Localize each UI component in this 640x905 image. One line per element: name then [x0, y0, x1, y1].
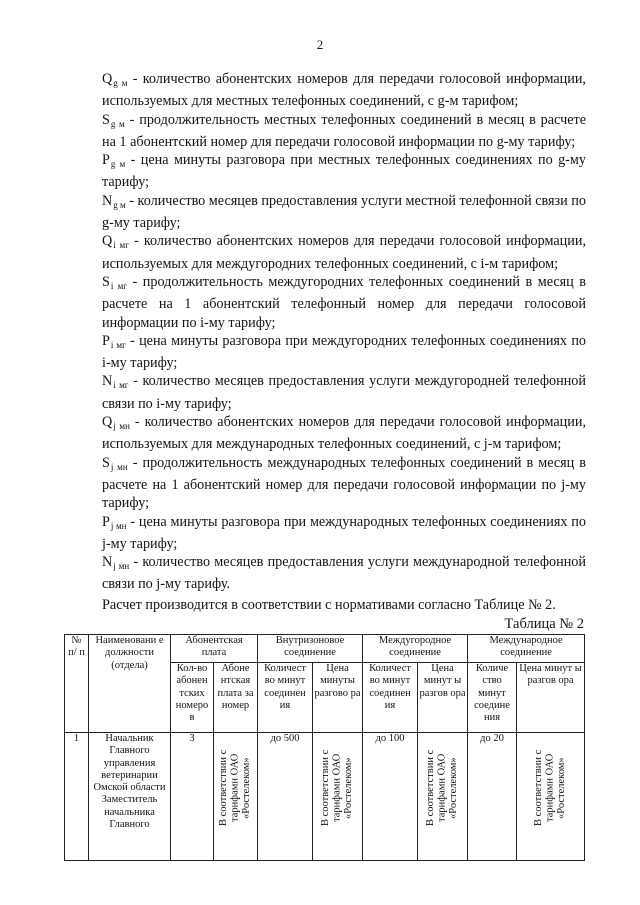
definition-symbol: S: [102, 273, 110, 290]
definition-text: - продолжительность местных телефонных соединений в месяц в расчете на 1 абонентский номер для передачи голосовой информации по g-му тарифу;: [102, 111, 586, 150]
definition-text: - количество абонентских номеров для передачи голосовой информации, используемых для местных телефонных соединений, с g-м тарифом;: [102, 71, 586, 110]
row-intercity-price: [418, 733, 468, 861]
page-number: 2: [316, 37, 324, 52]
row-subs-fee: [214, 733, 258, 861]
row-intrazone-price-text: В соответствии с тарифами ОАО «Ростелеком»: [320, 749, 355, 827]
row-subs-fee-text: В соответствии с тарифами ОАО «Ростелеком»: [218, 749, 253, 827]
sub-intercity-price: Цена минут ы разгов ора: [418, 663, 468, 733]
definition-subscript: g м: [110, 159, 126, 170]
row-subs-count: 3: [171, 733, 214, 861]
sub-intrazone-price: Цена минуты разгово ра: [313, 663, 363, 733]
row-intrazone-price: [313, 733, 363, 861]
definition-symbol: N: [102, 373, 113, 390]
definition-symbol: N: [102, 192, 113, 209]
definition-symbol: Q: [102, 414, 113, 431]
definition-subscript: j мн: [113, 561, 130, 572]
definition-symbol: Q: [102, 71, 113, 87]
row-position: Начальник Главного управления ветеринарии Омской области Заместитель начальника Главного: [89, 733, 171, 861]
definition-symbol: P: [102, 152, 110, 169]
row-num: 1: [65, 733, 89, 861]
definition-symbol: S: [102, 111, 110, 128]
definition-text: - количество месяцев предоставления услуги междугородней телефонной связи по i-му тарифу;: [102, 373, 586, 412]
definition-text: - цена минуты разговора при местных телефонных соединениях по g-му тарифу;: [102, 152, 586, 191]
sub-intercity-minutes: Количест во минут соединен ия: [363, 663, 418, 733]
norms-table: [64, 634, 585, 861]
definitions-block: [102, 70, 586, 614]
definition-text: - продолжительность междугородних телефонных соединений в месяц в расчете на 1 абонентский телефонный номер для передачи голосовой информации по i-му тарифу;: [102, 273, 586, 331]
row-international-price: [517, 733, 585, 861]
definition-text: - количество абонентских номеров для передачи голосовой информации, используемых для междугородних телефонных соединений, с i-м тарифом;: [102, 233, 586, 272]
definition-paragraph: [102, 192, 586, 233]
header-international: Международное соединение: [468, 635, 585, 663]
definition-text: - цена минуты разговора при междугородних телефонных соединениях по i-му тарифу;: [102, 332, 587, 372]
definition-paragraph: [102, 454, 586, 513]
table-title: Таблица № 2: [504, 616, 584, 632]
sub-international-minutes: Количе ство минут соедине ния: [468, 663, 517, 733]
definition-subscript: j мн: [110, 461, 128, 472]
definition-paragraph: [102, 332, 586, 373]
sub-international-price: Цена минут ы разгов ора: [517, 663, 585, 733]
definition-paragraph: [102, 70, 586, 111]
header-subscriber-fee: Абонентская плата: [171, 635, 258, 663]
row-intercity-minutes: до 100: [363, 733, 418, 861]
definition-paragraph: [102, 273, 586, 332]
sub-intrazone-minutes: Количест во минут соединен ия: [258, 663, 313, 733]
definition-paragraph: [102, 513, 586, 554]
definition-symbol: S: [102, 454, 110, 471]
definition-paragraph: [102, 553, 586, 594]
definition-subscript: i мг: [113, 240, 129, 251]
calculation-note: Расчет производится в соответствии с нормативами согласно Таблице № 2.: [102, 596, 556, 613]
row-intercity-price-text: В соответствии с тарифами ОАО «Ростелеком»: [425, 749, 460, 827]
header-position: Наименовани е должности (отдела): [89, 635, 171, 733]
definition-text: - продолжительность международных телефонных соединений в месяц в расчете на 1 абонентский номер для передачи голосовой информации по j-му тарифу;: [102, 454, 587, 512]
row-international-price-text: В соответствии с тарифами ОАО «Ростелеком»: [533, 749, 568, 827]
sub-subs-fee: Абоне нтская плата за номер: [214, 663, 258, 733]
definition-symbol: N: [102, 554, 113, 571]
definition-symbol: Q: [102, 233, 113, 250]
definition-subscript: g м: [110, 118, 125, 129]
header-num: № п/ п: [65, 635, 89, 733]
header-intrazone: Внутризоновое соединение: [258, 635, 363, 663]
definition-text: - количество абонентских номеров для передачи голосовой информации, используемых для международных телефонных соединений, с j-м тарифом;: [102, 414, 586, 453]
header-intercity: Междугородное соединение: [363, 635, 468, 663]
table-header-row: [65, 635, 585, 663]
sub-subs-count: Кол-во абонен тских номеро в: [171, 663, 214, 733]
definition-symbol: P: [102, 332, 110, 349]
definition-paragraph: [102, 413, 586, 454]
definition-subscript: i мг: [110, 280, 128, 291]
row-intrazone-minutes: до 500: [258, 733, 313, 861]
definition-paragraph: [102, 372, 586, 413]
definition-paragraph: [102, 111, 586, 152]
definition-text: - цена минуты разговора при международных телефонных соединениях по j-му тарифу;: [102, 513, 586, 552]
definition-text: - количество месяцев предоставления услуги местной телефонной связи по g-му тарифу;: [102, 192, 586, 232]
definition-subscript: i мг: [110, 339, 126, 350]
definition-subscript: i мг: [113, 380, 129, 391]
row-international-minutes: до 20: [468, 733, 517, 861]
definition-symbol: P: [102, 513, 110, 530]
table-row: [65, 733, 585, 861]
definition-subscript: g м: [113, 78, 128, 88]
definition-paragraph: [102, 232, 586, 273]
definition-paragraph: [102, 151, 586, 192]
definition-subscript: j мн: [110, 520, 127, 531]
definition-subscript: j мн: [113, 421, 130, 432]
definition-text: - количество месяцев предоставления услуги международной телефонной связи по j-му тарифу.: [102, 554, 586, 593]
definition-subscript: g м: [113, 199, 126, 210]
